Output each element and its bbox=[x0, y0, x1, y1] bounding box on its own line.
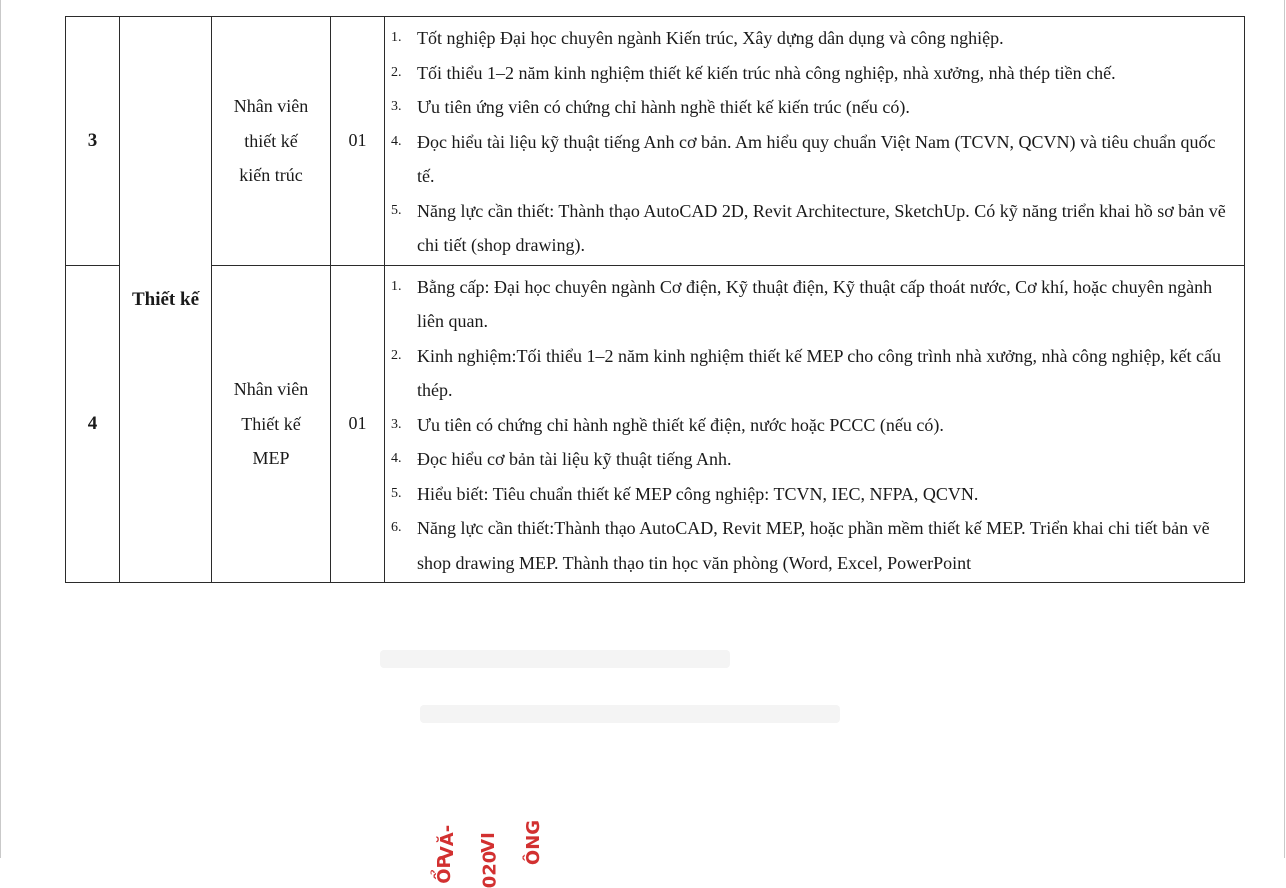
red-stamp-fragment bbox=[430, 819, 600, 888]
requirement-text: Đọc hiểu cơ bản tài liệu kỹ thuật tiếng Anh. bbox=[417, 449, 732, 469]
requirement-item: 6. Năng lực cần thiết:Thành thạo AutoCAD, Revit MEP, hoặc phần mềm thiết kế MEP. Triển khai chi tiết bản vẽ shop drawing MEP. Thành thạo tin học văn phòng (Word, Excel, PowerPoint bbox=[391, 518, 1210, 573]
position-line: Nhân viên bbox=[233, 379, 309, 399]
requirement-text: Tối thiểu 1–2 năm kinh nghiệm thiết kế kiến trúc nhà công nghiệp, nhà xưởng, nhà thép tiền chế. bbox=[417, 62, 1116, 83]
stamp-text: ỔP bbox=[433, 855, 455, 884]
stamp-text: VI bbox=[477, 832, 499, 853]
requirement-text: Năng lực cần thiết:Thành thạo AutoCAD, Revit MEP, hoặc phần mềm thiết kế MEP. Triển khai chi tiết bản vẽ shop drawing MEP. Thành thạo tin học văn phòng (Word, Excel, PowerPoint bbox=[417, 518, 1210, 573]
row-number: 3 bbox=[66, 17, 120, 266]
quantity-cell: 01 bbox=[331, 265, 385, 583]
requirement-item: 5. Năng lực cần thiết: Thành thạo AutoCAD 2D, Revit Architecture, SketchUp. Có kỹ năng triển khai hồ sơ bản vẽ chi tiết (shop drawing). bbox=[391, 200, 1226, 255]
position-line: thiết kế bbox=[244, 130, 298, 151]
stamp-text: VĂ- bbox=[437, 824, 459, 861]
position-line: Thiết kế bbox=[241, 413, 301, 434]
requirement-text: Năng lực cần thiết: Thành thạo AutoCAD 2D, Revit Architecture, SketchUp. Có kỹ năng triển khai hồ sơ bản vẽ chi tiết (shop drawing). bbox=[417, 200, 1226, 255]
requirement-text: Bằng cấp: Đại học chuyên ngành Cơ điện, Kỹ thuật điện, Kỹ thuật cấp thoát nước, Cơ khí, hoặc chuyên ngành liên quan. bbox=[417, 276, 1213, 331]
row-number: 4 bbox=[66, 265, 120, 583]
faint-smudge bbox=[380, 650, 730, 668]
requirements-list bbox=[391, 270, 1234, 581]
page-edge-right bbox=[1284, 0, 1285, 858]
requirements-list bbox=[391, 21, 1234, 263]
position-line: MEP bbox=[252, 448, 290, 468]
requirement-text: Hiểu biết: Tiêu chuẩn thiết kế MEP công nghiệp: TCVN, IEC, NFPA, QCVN. bbox=[417, 483, 979, 504]
requirement-item: 2. Kinh nghiệm:Tối thiểu 1–2 năm kinh nghiệm thiết kế MEP cho công trình nhà xưởng, nhà công nghiệp, kết cấu thép. bbox=[391, 345, 1221, 400]
stamp-text: 020 bbox=[479, 850, 501, 888]
requirements-cell bbox=[385, 17, 1245, 266]
position-line: kiến trúc bbox=[239, 165, 303, 185]
requirement-text: Đọc hiểu tài liệu kỹ thuật tiếng Anh cơ bản. Am hiểu quy chuẩn Việt Nam (TCVN, QCVN) và tiêu chuẩn quốc tế. bbox=[417, 131, 1216, 186]
requirements-cell bbox=[385, 265, 1245, 583]
page-edge-left bbox=[0, 0, 1, 858]
position-cell bbox=[212, 265, 331, 583]
requirement-text: Ưu tiên có chứng chỉ hành nghề thiết kế điện, nước hoặc PCCC (nếu có). bbox=[417, 414, 944, 435]
requirement-item: 5. Hiểu biết: Tiêu chuẩn thiết kế MEP công nghiệp: TCVN, IEC, NFPA, QCVN. bbox=[391, 483, 979, 504]
requirement-item: 3. Ưu tiên có chứng chỉ hành nghề thiết kế điện, nước hoặc PCCC (nếu có). bbox=[391, 414, 944, 435]
position-line: Nhân viên bbox=[233, 96, 309, 116]
faint-smudge bbox=[420, 705, 840, 723]
requirement-item: 1. Bằng cấp: Đại học chuyên ngành Cơ điện, Kỹ thuật điện, Kỹ thuật cấp thoát nước, Cơ khí, hoặc chuyên ngành liên quan. bbox=[391, 276, 1213, 331]
requirement-item: 4. Đọc hiểu cơ bản tài liệu kỹ thuật tiếng Anh. bbox=[391, 449, 732, 469]
stamp-text: ÔNG bbox=[522, 819, 544, 866]
requirement-item: 1. Tốt nghiệp Đại học chuyên ngành Kiến trúc, Xây dựng dân dụng và công nghiệp. bbox=[391, 28, 1004, 48]
requirement-item: 3. Ưu tiên ứng viên có chứng chỉ hành nghề thiết kế kiến trúc (nếu có). bbox=[391, 97, 910, 117]
requirement-text: Kinh nghiệm:Tối thiểu 1–2 năm kinh nghiệm thiết kế MEP cho công trình nhà xưởng, nhà công nghiệp, kết cấu thép. bbox=[417, 345, 1221, 400]
requirement-text: Ưu tiên ứng viên có chứng chỉ hành nghề thiết kế kiến trúc (nếu có). bbox=[417, 97, 910, 117]
table-row bbox=[66, 265, 1245, 583]
recruitment-table bbox=[65, 16, 1245, 583]
requirement-text: Tốt nghiệp Đại học chuyên ngành Kiến trúc, Xây dựng dân dụng và công nghiệp. bbox=[417, 28, 1004, 48]
department-cell: Thiết kế bbox=[120, 17, 212, 583]
requirement-item: 4. Đọc hiểu tài liệu kỹ thuật tiếng Anh cơ bản. Am hiểu quy chuẩn Việt Nam (TCVN, QCVN) và tiêu chuẩn quốc tế. bbox=[391, 131, 1216, 186]
requirement-item: 2. Tối thiểu 1–2 năm kinh nghiệm thiết kế kiến trúc nhà công nghiệp, nhà xưởng, nhà thép tiền chế. bbox=[391, 62, 1116, 83]
quantity-cell: 01 bbox=[331, 17, 385, 266]
position-cell bbox=[212, 17, 331, 266]
table-row bbox=[66, 17, 1245, 266]
